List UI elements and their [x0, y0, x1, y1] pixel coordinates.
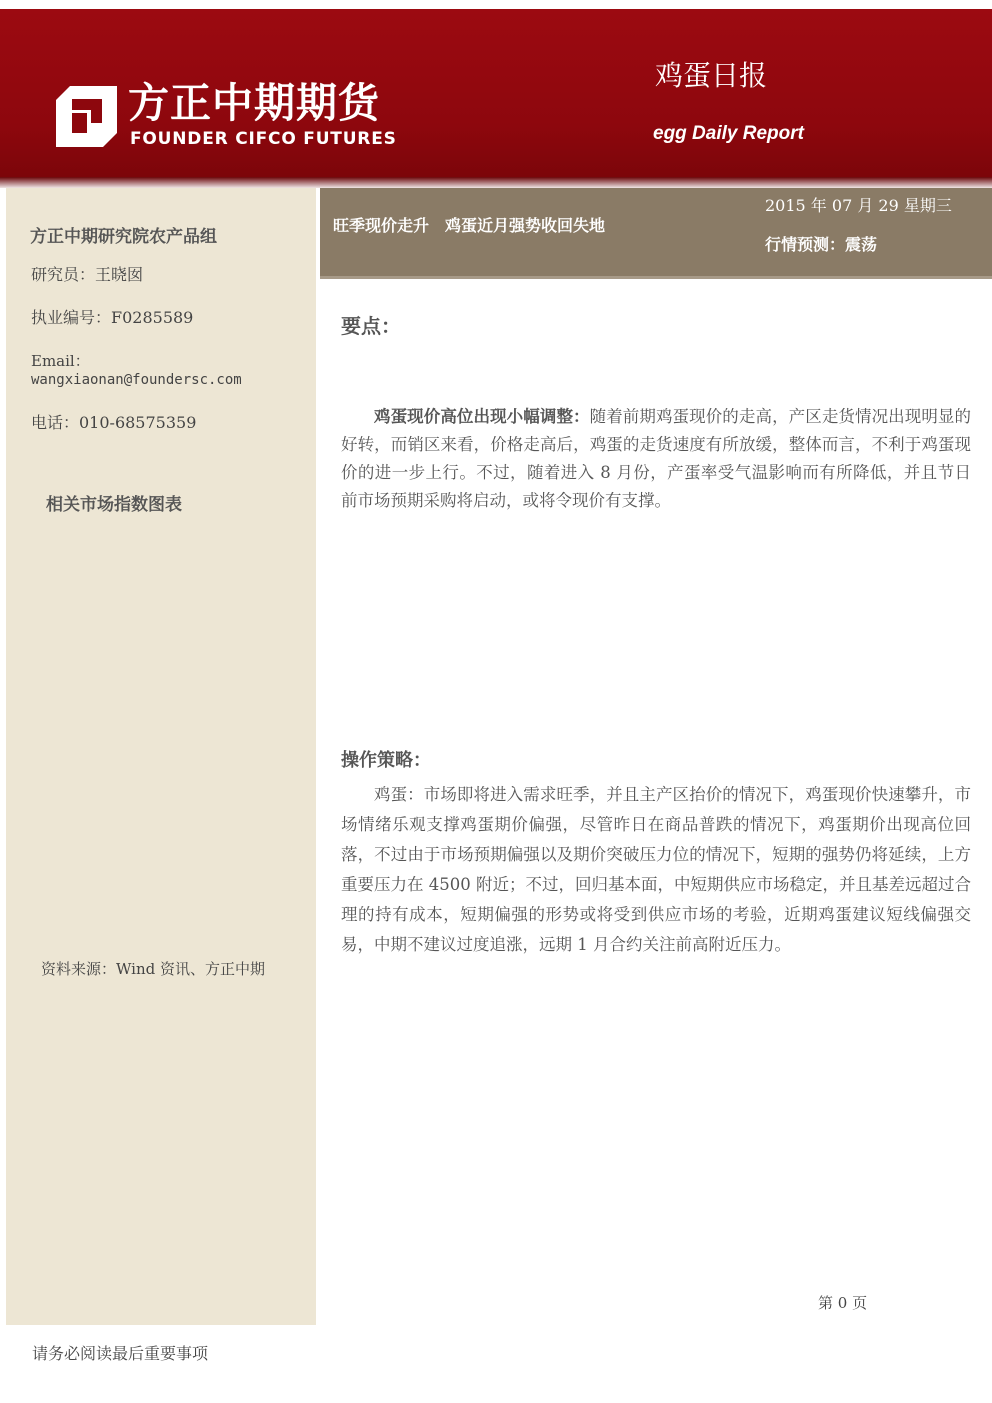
report-title-cn: 鸡蛋日报: [655, 59, 768, 92]
researcher-name: 研究员：王晓囡: [31, 265, 144, 284]
strategy-heading: 操作策略：: [341, 750, 431, 771]
header-banner-shadow: [0, 177, 992, 188]
keypoints-lead: 鸡蛋现价高位出现小幅调整：: [374, 407, 590, 426]
keypoints-body: 随着前期鸡蛋现价的走高，产区走货情况出现明显的好转，而销区来看，价格走高后，鸡蛋的走货速度有所放缓，整体而言，不利于鸡蛋现价的进一步上行。不过，随着进入 8 月份，产蛋率受气温影响而有所降低，并且节日前市场预期采购将启动，或将令现价有支撑。: [341, 407, 972, 510]
phone-number: 电话：010-68575359: [31, 413, 197, 432]
email-label: Email：: [31, 352, 90, 370]
report-title-en: egg Daily Report: [653, 123, 804, 144]
keypoints-heading: 要点：: [341, 314, 401, 338]
data-source: 资料来源：Wind 资讯、方正中期: [41, 960, 265, 978]
strategy-paragraph: 鸡蛋：市场即将进入需求旺季，并且主产区抬价的情况下，鸡蛋现价快速攀升，市场情绪乐观支撑鸡蛋期价偏强，尽管昨日在商品普跌的情况下，鸡蛋期价出现高位回落，不过由于市场预期偏强以及期价突破压力位的情况下，短期的强势仍将延续，上方重要压力在 4500 附近；不过，回归基本面，中短期供应市场稳定，并且基差远超过合理的持有成本，短期偏强的形势或将受到供应市场的考验，近期鸡蛋建议短线偏强交易，中期不建议过度追涨，远期 1 月合约关注前高附近压力。: [341, 785, 971, 954]
page-number: 第 0 页: [818, 1294, 868, 1312]
company-logo-icon: [56, 86, 117, 147]
market-forecast: 行情预测：震荡: [765, 235, 878, 254]
license-number: 执业编号：F0285589: [31, 308, 194, 327]
research-group: 方正中期研究院农产品组: [30, 227, 217, 247]
company-name-cn: 方正中期期货: [128, 79, 380, 127]
company-name-en: FOUNDER CIFCO FUTURES: [130, 129, 397, 149]
disclaimer-note: 请务必阅读最后重要事项: [32, 1344, 209, 1363]
report-date: 2015 年 07 月 29 星期三: [765, 196, 952, 215]
report-headline: 旺季现价走升 鸡蛋近月强势收回失地: [333, 216, 606, 235]
email-address[interactable]: wangxiaonan@foundersc.com: [31, 372, 242, 388]
related-charts-heading: 相关市场指数图表: [46, 495, 182, 515]
keypoints-paragraph: [341, 403, 971, 519]
